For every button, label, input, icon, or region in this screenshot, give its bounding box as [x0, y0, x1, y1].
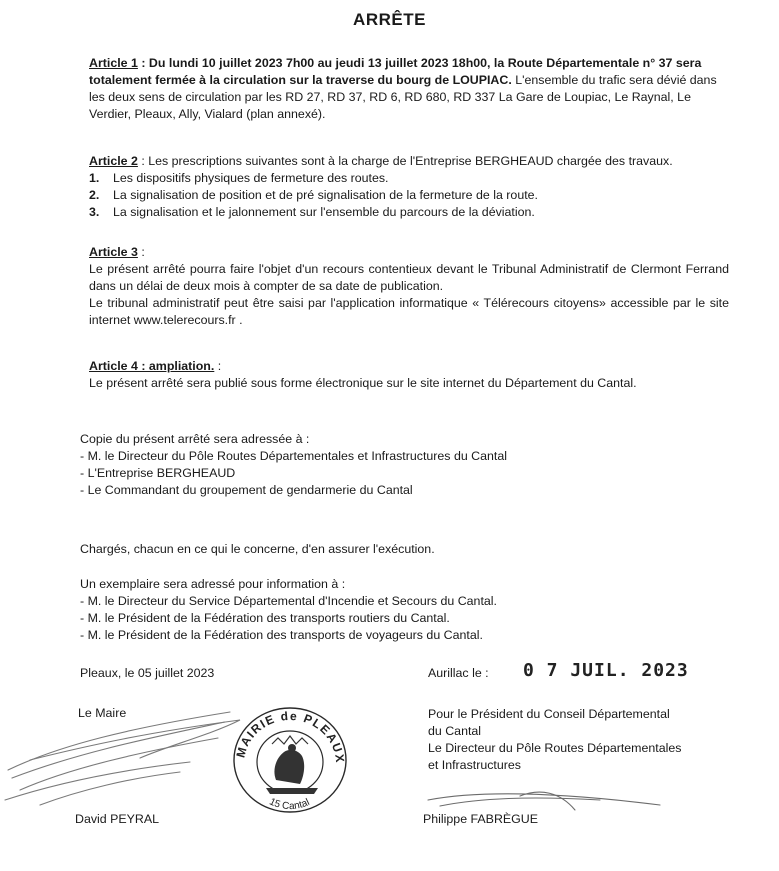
copies-item: - Le Commandant du groupement de gendarmerie du Cantal — [80, 483, 413, 497]
mayor-signature — [5, 712, 240, 805]
mairie-seal — [233, 708, 347, 812]
information-intro: Un exemplaire sera adressé pour information à : — [80, 577, 346, 591]
director-name: Philippe FABRÈGUE — [423, 812, 539, 826]
article-4-text: Le présent arrêté sera publié sous forme électronique sur le site internet du Département du Cantal. — [89, 376, 637, 390]
right-place-label: Aurillac le : — [428, 666, 489, 680]
article-3-paragraph-1: Le présent arrêté pourra faire l'objet d'un recours contentieux devant le Tribunal Administratif de Clermont Ferrand dans un délai de deux mois à compter de sa date de publication. — [89, 262, 729, 293]
article-2-item-text: Les dispositifs physiques de fermeture des routes. — [113, 171, 389, 185]
right-signatory-line: Pour le Président du Conseil Départemental — [428, 707, 670, 721]
article-3-heading: Article 3 — [89, 245, 138, 259]
article-2-intro: : Les prescriptions suivantes sont à la charge de l'Entreprise BERGHEAUD chargée des travaux. — [137, 154, 673, 168]
mayor-name: David PEYRAL — [75, 812, 160, 826]
article-3-suffix: : — [137, 245, 145, 259]
seal-emblem — [266, 736, 318, 794]
seal-top-text: MAIRIE de PLEAUX — [233, 708, 348, 765]
seal-bottom-text: 15 Cantal — [267, 796, 312, 813]
article-2-item-text: La signalisation de position et de pré signalisation de la fermeture de la route. — [113, 188, 538, 202]
copies-item: - M. le Directeur du Pôle Routes Départementales et Infrastructures du Cantal — [80, 449, 507, 463]
article-4-heading: Article 4 : ampliation. — [89, 359, 215, 373]
information-item: - M. le Président de la Fédération des transports de voyageurs du Cantal. — [80, 628, 483, 642]
right-signatory-line: Le Directeur du Pôle Routes Départementales — [428, 741, 682, 755]
article-2-item-text: La signalisation et le jalonnement sur l'ensemble du parcours de la déviation. — [113, 205, 535, 219]
copies-intro: Copie du présent arrêté sera adressée à : — [80, 432, 310, 446]
document-title: ARRÊTE — [353, 10, 426, 29]
article-3-paragraph-2: Le tribunal administratif peut être saisi par l'application informatique « Télérecours citoyens» accessible par le site internet www.telerecours.fr . — [89, 296, 729, 327]
article-2-heading: Article 2 — [89, 154, 138, 168]
execution-clause: Chargés, chacun en ce qui le concerne, d'en assurer l'exécution. — [80, 542, 435, 556]
left-place-date: Pleaux, le 05 juillet 2023 — [80, 666, 215, 680]
mayor-role: Le Maire — [78, 706, 127, 720]
director-signature — [428, 792, 660, 810]
right-signatory-line: et Infrastructures — [428, 758, 521, 772]
article-1-text: L'ensemble du trafic sera dévié dans les deux sens de circulation par les RD 27, RD 37, RD 6, RD 680, RD 337 La Gare de Loupiac, Le Raynal, Le Verdier, Pleaux, Ally, Vialard (plan annexé). — [89, 73, 717, 121]
article-2-item-number: 2. — [89, 188, 100, 202]
information-item: - M. le Directeur du Service Départemental d'Incendie et Secours du Cantal. — [80, 594, 497, 608]
article-1-heading: Article 1 — [89, 56, 138, 70]
date-stamp: 0 7 JUIL. 2023 — [523, 660, 689, 681]
article-2-item-number: 1. — [89, 171, 100, 185]
article-4-suffix: : — [214, 359, 222, 373]
information-item: - M. le Président de la Fédération des transports routiers du Cantal. — [80, 611, 450, 625]
article-2-item-number: 3. — [89, 205, 100, 219]
right-signatory-line: du Cantal — [428, 724, 482, 738]
article-1-bold-text: : Du lundi 10 juillet 2023 7h00 au jeudi 13 juillet 2023 18h00, la Route Départementale n° 37 sera totalement fermée à la circulation sur la traverse du bourg de LOUPIAC. — [89, 56, 702, 87]
copies-item: - L'Entreprise BERGHEAUD — [80, 466, 236, 480]
